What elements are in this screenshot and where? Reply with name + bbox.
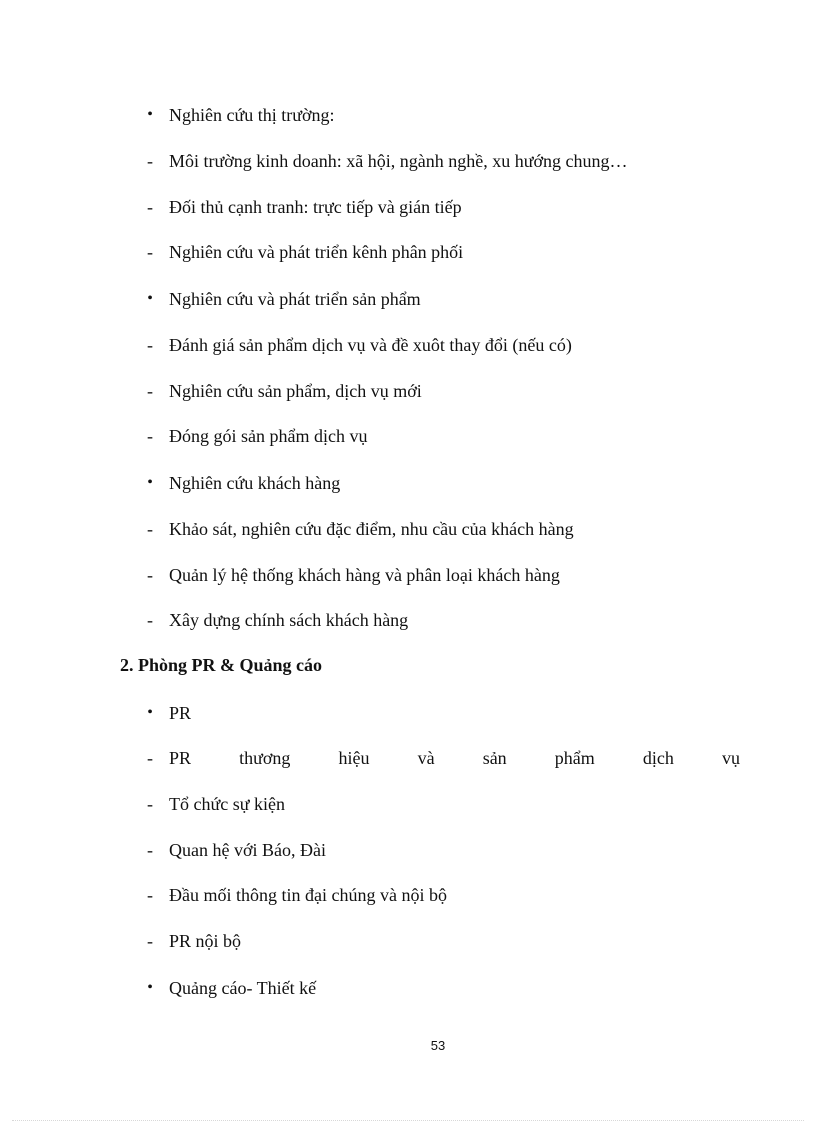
dash-marker: - <box>147 748 153 768</box>
bullet-marker: • <box>147 979 153 996</box>
dash-item <box>0 928 816 954</box>
dash-marker: - <box>147 335 153 355</box>
word: sản <box>482 748 507 768</box>
bullet-item-pr <box>0 700 816 726</box>
dash-text: Xây dựng chính sách khách hàng <box>169 610 409 630</box>
dash-text: Đánh giá sản phẩm dịch vụ và đề xuôt thay đổi (nếu có) <box>169 335 572 355</box>
dash-text: Tổ chức sự kiện <box>169 794 285 814</box>
dash-marker: - <box>147 840 153 860</box>
dash-text: Đầu mối thông tin đại chúng và nội bộ <box>169 885 447 905</box>
dash-marker: - <box>147 381 153 401</box>
bullet-item-customer-research <box>0 470 816 496</box>
dash-text: PR nội bộ <box>169 931 242 951</box>
dash-item <box>0 562 816 588</box>
bullet-item-advertising <box>0 975 816 1001</box>
word: và <box>417 748 435 768</box>
word: PR <box>169 748 192 768</box>
bullet-text: Nghiên cứu thị trường: <box>169 105 335 125</box>
page-number: 53 <box>430 1038 446 1053</box>
justified-text <box>169 745 740 771</box>
dash-text: Nghiên cứu và phát triển kênh phân phối <box>169 242 464 262</box>
dash-marker: - <box>147 931 153 951</box>
section-heading-pr-advertising <box>0 652 816 678</box>
dash-item <box>0 423 816 449</box>
dash-text: Khảo sát, nghiên cứu đặc điểm, nhu cầu của khách hàng <box>169 519 574 539</box>
dash-text: Đối thủ cạnh tranh: trực tiếp và gián tiếp <box>169 197 462 217</box>
dash-text: Môi trường kinh doanh: xã hội, ngành nghề, xu hướng chung… <box>169 151 628 171</box>
dash-item <box>0 882 816 908</box>
bullet-marker: • <box>147 704 153 721</box>
bullet-marker: • <box>147 474 153 491</box>
bullet-text: Nghiên cứu khách hàng <box>169 473 341 493</box>
bullet-text: PR <box>169 703 192 723</box>
dash-marker: - <box>147 151 153 171</box>
dash-marker: - <box>147 242 153 262</box>
dash-marker: - <box>147 794 153 814</box>
dash-marker: - <box>147 565 153 585</box>
dash-marker: - <box>147 610 153 630</box>
dash-text: Quản lý hệ thống khách hàng và phân loại khách hàng <box>169 565 560 585</box>
dash-item <box>0 332 816 358</box>
bullet-marker: • <box>147 106 153 123</box>
dash-item <box>0 837 816 863</box>
dash-item <box>0 378 816 404</box>
word: dịch <box>642 748 674 768</box>
bullet-text: Quảng cáo- Thiết kế <box>169 978 317 998</box>
word: vụ <box>721 748 740 768</box>
bullet-item-product-research <box>0 286 816 312</box>
dash-text: Nghiên cứu sản phẩm, dịch vụ mới <box>169 381 422 401</box>
page-bottom-divider <box>12 1120 804 1121</box>
dash-item <box>0 516 816 542</box>
dash-text: Quan hệ với Báo, Đài <box>169 840 326 860</box>
dash-item-justified <box>0 745 816 771</box>
bullet-item-market-research <box>0 102 816 128</box>
dash-item <box>0 791 816 817</box>
dash-item <box>0 148 816 174</box>
dash-item <box>0 194 816 220</box>
heading-text: 2. Phòng PR & Quảng cáo <box>120 655 323 675</box>
bullet-marker: • <box>147 290 153 307</box>
word: hiệu <box>338 748 370 768</box>
word: phẩm <box>554 748 595 768</box>
dash-marker: - <box>147 197 153 217</box>
dash-marker: - <box>147 426 153 446</box>
bullet-text: Nghiên cứu và phát triển sản phẩm <box>169 289 421 309</box>
dash-item <box>0 239 816 265</box>
dash-text: Đóng gói sản phẩm dịch vụ <box>169 426 368 446</box>
dash-item <box>0 607 816 633</box>
dash-marker: - <box>147 519 153 539</box>
dash-marker: - <box>147 885 153 905</box>
word: thương <box>239 748 291 768</box>
